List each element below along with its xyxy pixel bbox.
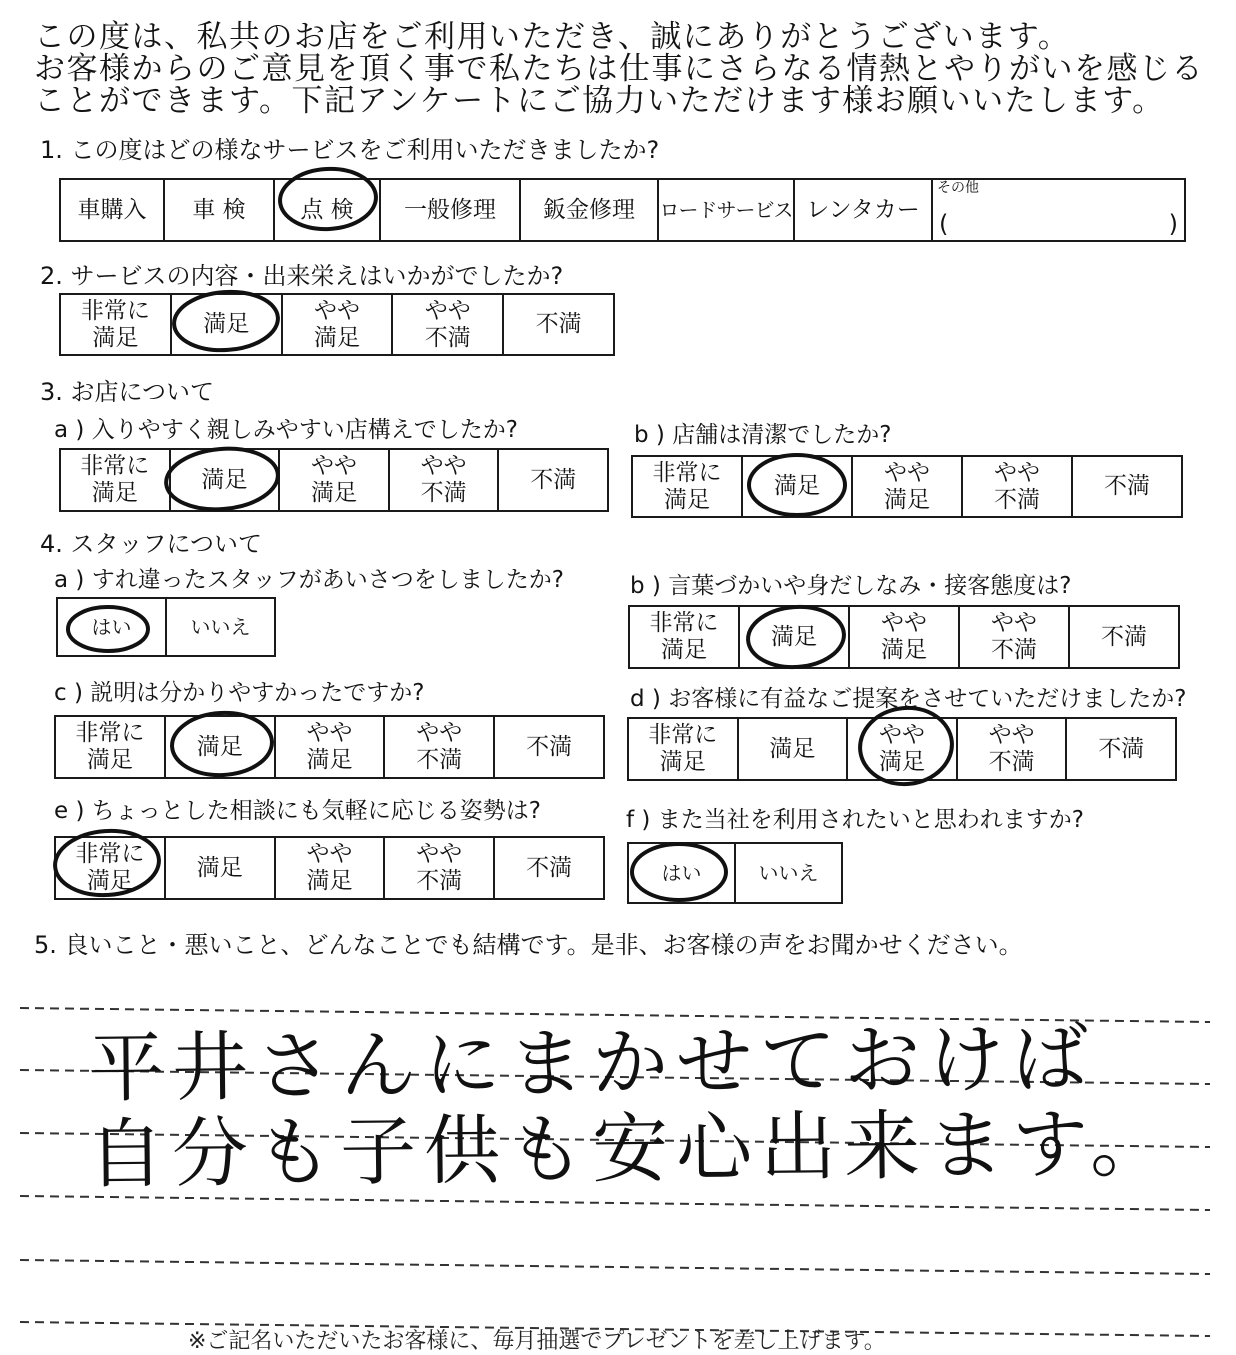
q1-option-road-service[interactable]: ロードサービス [658,179,794,241]
q2-option-somewhat-dissatisfied[interactable]: やや 不満 [392,294,503,355]
q1-option-other[interactable] [932,179,1185,241]
intro-line-3: ことができます。下記アンケートにご協力いただけます様お願いいたします。 [34,83,1165,119]
intro-line-1: この度は、私共のお店をご利用いただき、誠にありがとうございます。 [34,19,1071,55]
q4c-option-dissatisfied[interactable]: 不満 [494,716,604,778]
q4d-option-very-satisfied[interactable]: 非常に 満足 [628,718,738,780]
q4-title: 4. スタッフについて [40,530,263,558]
q5-question: 5. 良いこと・悪いこと、どんなことでも結構です。是非、お客様の声をお聞かせください。 [34,931,1023,959]
q2-question: 2. サービスの内容・出来栄えはいかがでしたか? [40,262,564,290]
q3b-option-somewhat-dissatisfied[interactable]: やや 不満 [962,456,1072,517]
q5-answer-line-2: 自分も子供も安心出来ます。 [87,1098,1175,1199]
q1-option-general-repair[interactable]: 一般修理 [380,179,520,241]
q4c-option-very-satisfied[interactable]: 非常に 満足 [55,716,165,778]
q2-option-dissatisfied[interactable]: 不満 [503,294,614,355]
q4a-option-no[interactable]: いいえ [166,598,275,656]
q2-option-somewhat-satisfied[interactable]: やや 満足 [282,294,393,355]
q4a-option-yes[interactable]: はい [57,598,166,656]
q3b-option-very-satisfied[interactable]: 非常に 満足 [632,456,742,517]
q2-option-satisfied[interactable]: 満足 [171,294,282,355]
q4d-option-satisfied[interactable]: 満足 [738,718,848,780]
q1-service-options [59,178,1186,242]
q4d-rating-options [627,717,1177,781]
q1-option-shaken[interactable]: 車 検 [164,179,274,241]
q4f-option-yes[interactable]: はい [628,843,735,903]
q1-option-inspection[interactable]: 点 検 [274,179,380,241]
q4a-yesno-options [56,597,276,657]
q4b-option-dissatisfied[interactable]: 不満 [1069,606,1179,668]
q4e-question: e ) ちょっとした相談にも気軽に応じる姿勢は? [54,798,541,824]
q3a-option-somewhat-dissatisfied[interactable]: やや 不満 [389,449,499,511]
q4e-rating-options [54,836,605,900]
q4b-option-very-satisfied[interactable]: 非常に 満足 [629,606,739,668]
q4c-option-somewhat-satisfied[interactable]: やや 満足 [275,716,385,778]
q4e-option-satisfied[interactable]: 満足 [165,837,275,899]
q3b-rating-options [631,455,1183,518]
q2-rating-options [59,293,615,356]
q4d-question: d ) お客様に有益なご提案をさせていただけましたか? [630,686,1187,712]
q1-option-rental-car[interactable]: レンタカー [794,179,932,241]
q3a-option-satisfied[interactable]: 満足 [170,449,280,511]
q4b-rating-options [628,605,1180,669]
q1-option-car-purchase[interactable]: 車購入 [60,179,164,241]
q3a-option-dissatisfied[interactable]: 不満 [498,449,608,511]
other-paren-close: ) [1168,210,1178,238]
q4e-option-dissatisfied[interactable]: 不満 [494,837,604,899]
q4c-rating-options [54,715,605,779]
q4b-option-somewhat-dissatisfied[interactable]: やや 不満 [959,606,1069,668]
q4a-question: a ) すれ違ったスタッフがあいさつをしましたか? [54,567,564,593]
q4f-question: f ) また当社を利用されたいと思われますか? [626,807,1084,833]
ruled-line [20,1260,1210,1274]
q3a-option-somewhat-satisfied[interactable]: やや 満足 [279,449,389,511]
other-label: その他 [937,180,979,196]
q1-option-sheet-metal[interactable]: 鈑金修理 [520,179,658,241]
q3b-option-somewhat-satisfied[interactable]: やや 満足 [852,456,962,517]
q3a-option-very-satisfied[interactable]: 非常に 満足 [60,449,170,511]
q4d-option-somewhat-dissatisfied[interactable]: やや 不満 [957,718,1067,780]
q2-option-very-satisfied[interactable]: 非常に 満足 [60,294,171,355]
q3a-rating-options [59,448,609,512]
q3b-option-satisfied[interactable]: 満足 [742,456,852,517]
q4f-yesno-options [627,842,843,904]
q4b-question: b ) 言葉づかいや身だしなみ・接客態度は? [630,573,1072,599]
q4e-option-somewhat-dissatisfied[interactable]: やや 不満 [384,837,494,899]
q4d-option-somewhat-satisfied[interactable]: やや 満足 [847,718,957,780]
q4f-option-no[interactable]: いいえ [735,843,842,903]
q4e-option-very-satisfied[interactable]: 非常に 満足 [55,837,165,899]
q1-question: 1. この度はどの様なサービスをご利用いただきましたか? [40,136,660,164]
q3-title: 3. お店について [40,378,215,406]
q3a-question: a ) 入りやすく親しみやすい店構えでしたか? [54,417,518,443]
q4b-option-satisfied[interactable]: 満足 [739,606,849,668]
q4d-option-dissatisfied[interactable]: 不満 [1066,718,1176,780]
q4c-question: c ) 説明は分かりやすかったですか? [54,680,425,706]
q3b-option-dissatisfied[interactable]: 不満 [1072,456,1182,517]
survey-intro [34,19,1204,119]
footnote: ※ご記名いただいたお客様に、毎月抽選でプレゼントを差し上げます。 [188,1329,886,1354]
other-paren-open: ( [939,210,949,238]
q4e-option-somewhat-satisfied[interactable]: やや 満足 [275,837,385,899]
q4b-option-somewhat-satisfied[interactable]: やや 満足 [849,606,959,668]
q5-answer-line-1: 平井さんにまかせておけば [87,1013,1097,1113]
q4c-option-satisfied[interactable]: 満足 [165,716,275,778]
q4c-option-somewhat-dissatisfied[interactable]: やや 不満 [384,716,494,778]
q3b-question: b ) 店舗は清潔でしたか? [634,422,892,448]
intro-line-2: お客様からのご意見を頂く事で私たちは仕事にさらなる情熱とやりがいを感じる [34,51,1204,87]
